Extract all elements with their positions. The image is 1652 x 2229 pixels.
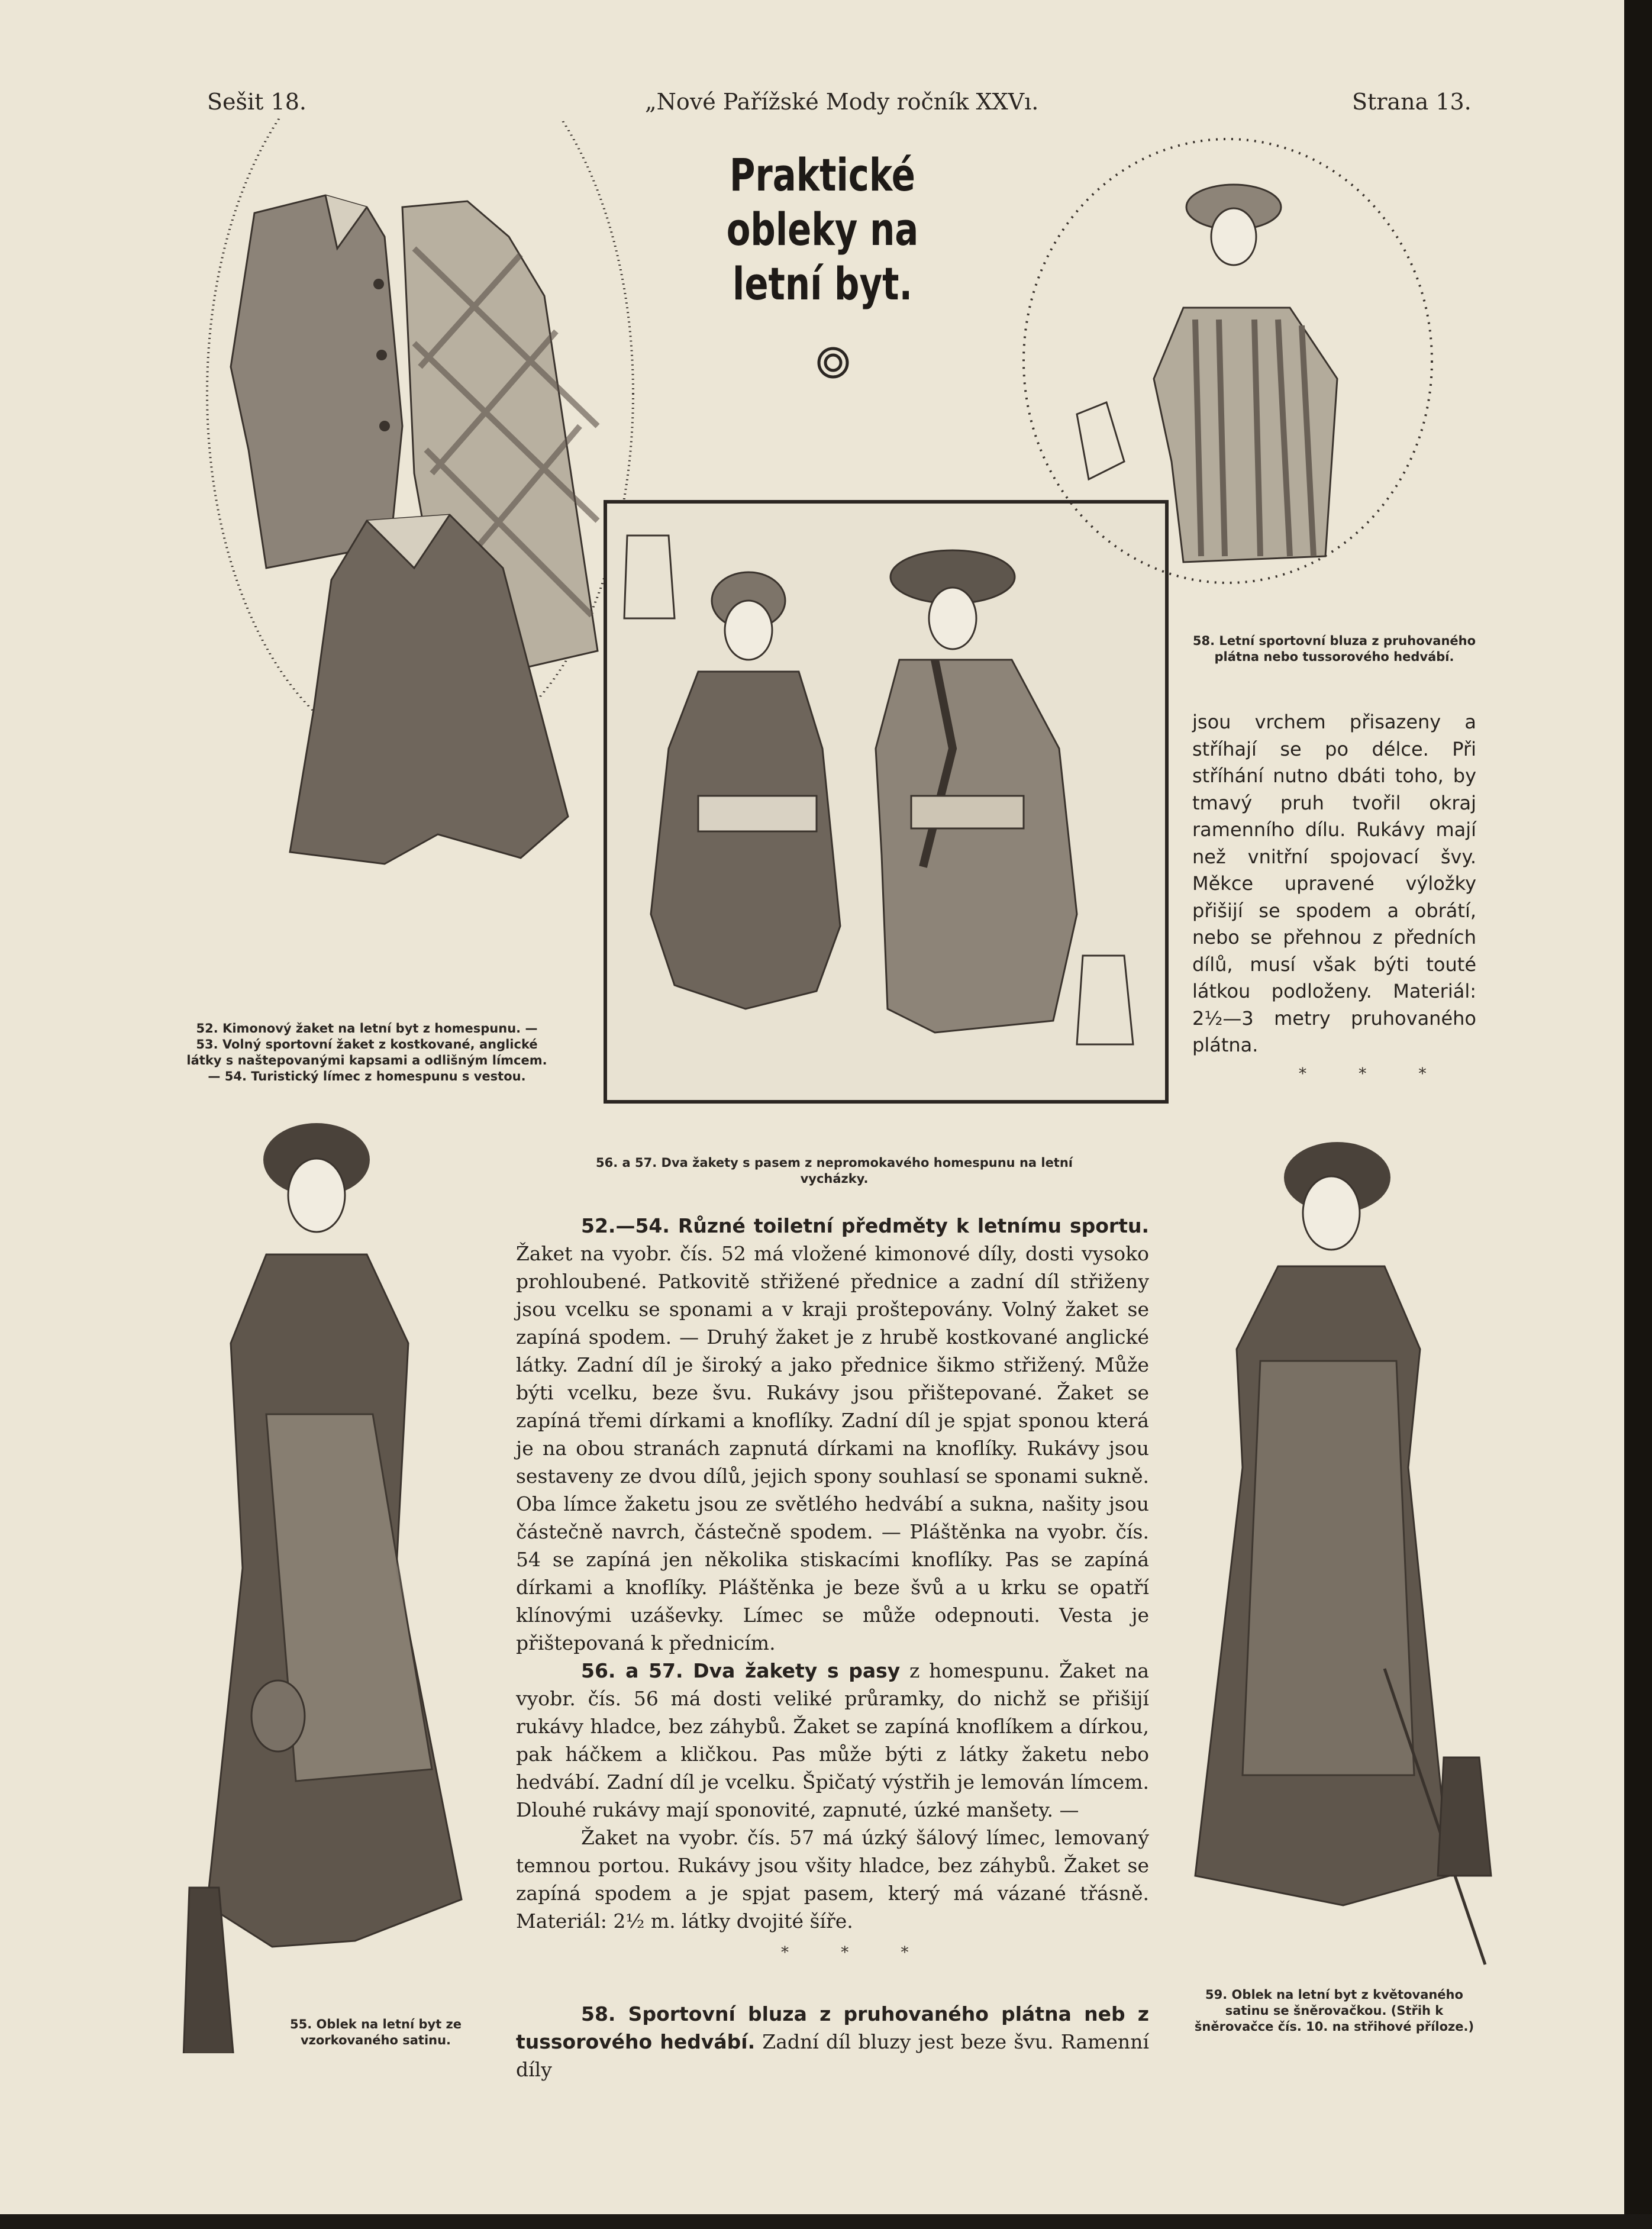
paragraph-57: Žaket na vyobr. čís. 57 má úzký šálový límec, lemovaný temnou portou. Rukávy jsou všity hladce, bez záhybů. Žaket se zapíná spodem a je spjat pasem, který má vázané třásně. Materiál: 2½ m. látky dvojité šíře. bbox=[516, 1826, 1149, 1933]
scan-edge-right bbox=[1624, 0, 1652, 2229]
body-56-57: z homespunu. Žaket na vyobr. čís. 56 má dosti veliké průramky, do nichž se přišijí rukávy hladce, bez záhybů. Žaket se zapíná knoflíkem a dírkou, pak háčkem a kličkou. Pas může býti z látky žaketu nebo hedvábí. Zadní díl je vcelku. Špičatý výstřih je lemován límcem. Dlouhé rukávy mají sponovité, zapnuté, úzké manšety. — bbox=[516, 1659, 1149, 1821]
heading-56-57: 56. a 57. Dva žakety s pasy bbox=[581, 1659, 901, 1682]
main-text-column-bottom bbox=[516, 2000, 1149, 2083]
main-text-column bbox=[516, 1212, 1149, 1935]
caption-55: 55. Oblek na letní byt ze vzorkovaného satinu. bbox=[289, 2017, 462, 2047]
concentric-circle-ornament-icon bbox=[817, 346, 850, 379]
blouse-58-illustration bbox=[1006, 130, 1467, 592]
issue-number: Sešit 18. bbox=[207, 89, 306, 115]
heading-58: 58. Sportovní bluza z pruhovaného plátna neb z tussorového hedvábí. bbox=[516, 2002, 1149, 2053]
page-title bbox=[661, 148, 984, 311]
heading-52-54: 52.—54. Různé toiletní předměty k letnímu sportu. bbox=[581, 1214, 1149, 1237]
body-52-54: Žaket na vyobr. čís. 52 má vložené kimonové díly, dosti vysoko prohloubené. Patkovitě střižené přednice a zadní díl střiženy jsou vcelku se sponami a v kraji proštepovány. Volný žaket se zapíná spodem. — Druhý žaket je z hrubě kostkované anglické látky. Zadní díl je široký a jako přednice šikmo střižený. Může býti vcelku, beze švu. Rukávy jsou přištepované. Žaket se zapíná třemi dírkami a knoflíky. Zadní díl je spjat sponou která je na obou stranách zapnutá dírkami na knoflíky. Rukávy jsou sestaveny ze dvou dílů, jejich spony souhlasí se sponami sukně. Oba límce žaketu jsou ze světlého hedvábí a sukna, našity jsou částečně navrch, částečně spodem. — Pláštěnka na vyobr. čís. 54 se zapíná jen několika stiskacími knoflíky. Pas se zapíná dírkami a knoflíky. Pláštěnka je beze švů a u krku se opatří klínovými uzáševky. Límec se může odepnouti. Vesta je přištepovaná k přednicím. bbox=[516, 1242, 1149, 1654]
scan-edge-bottom bbox=[0, 2214, 1652, 2229]
caption-52-54: 52. Kimonový žaket na letní byt z homespunu. — 53. Volný sportovní žaket z kostkované, anglické látky s naštepovanými kapsami a odlišným límcem. — 54. Turistický límec z homespunu s vestou. bbox=[186, 1021, 547, 1083]
paragraph-58 bbox=[516, 2000, 1149, 2083]
dress-59-illustration bbox=[1172, 1136, 1503, 1982]
page-title-line-2: letní byt. bbox=[733, 257, 912, 310]
paragraph-56-57 bbox=[516, 1657, 1149, 1824]
paragraph-52-54 bbox=[516, 1212, 1149, 1657]
divider-stars-main: * * * bbox=[781, 1944, 933, 1962]
right-column-text: jsou vrchem přisazeny a stříhají se po délce. Při stříhání nutno dbáti toho, by tmavý pruh tvořil okraj ramenního dílu. Rukávy mají než vnitřní spojovací švy. Měkce upravené výložky přišijí se spodem a obrátí, nebo se přehnou z předních dílů, musí však býti touté látkou podloženy. Materiál: 2½—3 metry pruhovaného plátna. bbox=[1192, 711, 1476, 1056]
dress-55-illustration bbox=[178, 1118, 509, 2053]
caption-59: 59. Oblek na letní byt z květovaného satinu se šněrovačkou. (Střih k šněrovačce čís. 10. na střihové příloze.) bbox=[1194, 1988, 1474, 2034]
divider-stars-right: * * * bbox=[1299, 1065, 1450, 1083]
coats-52-54-illustration bbox=[189, 118, 651, 970]
caption-58: 58. Letní sportovní bluza z pruhovaného plátna nebo tussorového hedvábí. bbox=[1192, 634, 1476, 664]
page-number: Strana 13. bbox=[1352, 89, 1472, 115]
body-58: Zadní díl bluzy jest beze švu. Ramenní díly bbox=[516, 2030, 1149, 2081]
page-title-line-1: Praktické obleky na bbox=[726, 149, 919, 256]
running-title: „Nové Pařížské Mody ročník XXVı. bbox=[645, 89, 1039, 115]
caption-56-57: 56. a 57. Dva žakety s pasem z nepromokavého homespunu na letní vycházky. bbox=[596, 1156, 1073, 1186]
